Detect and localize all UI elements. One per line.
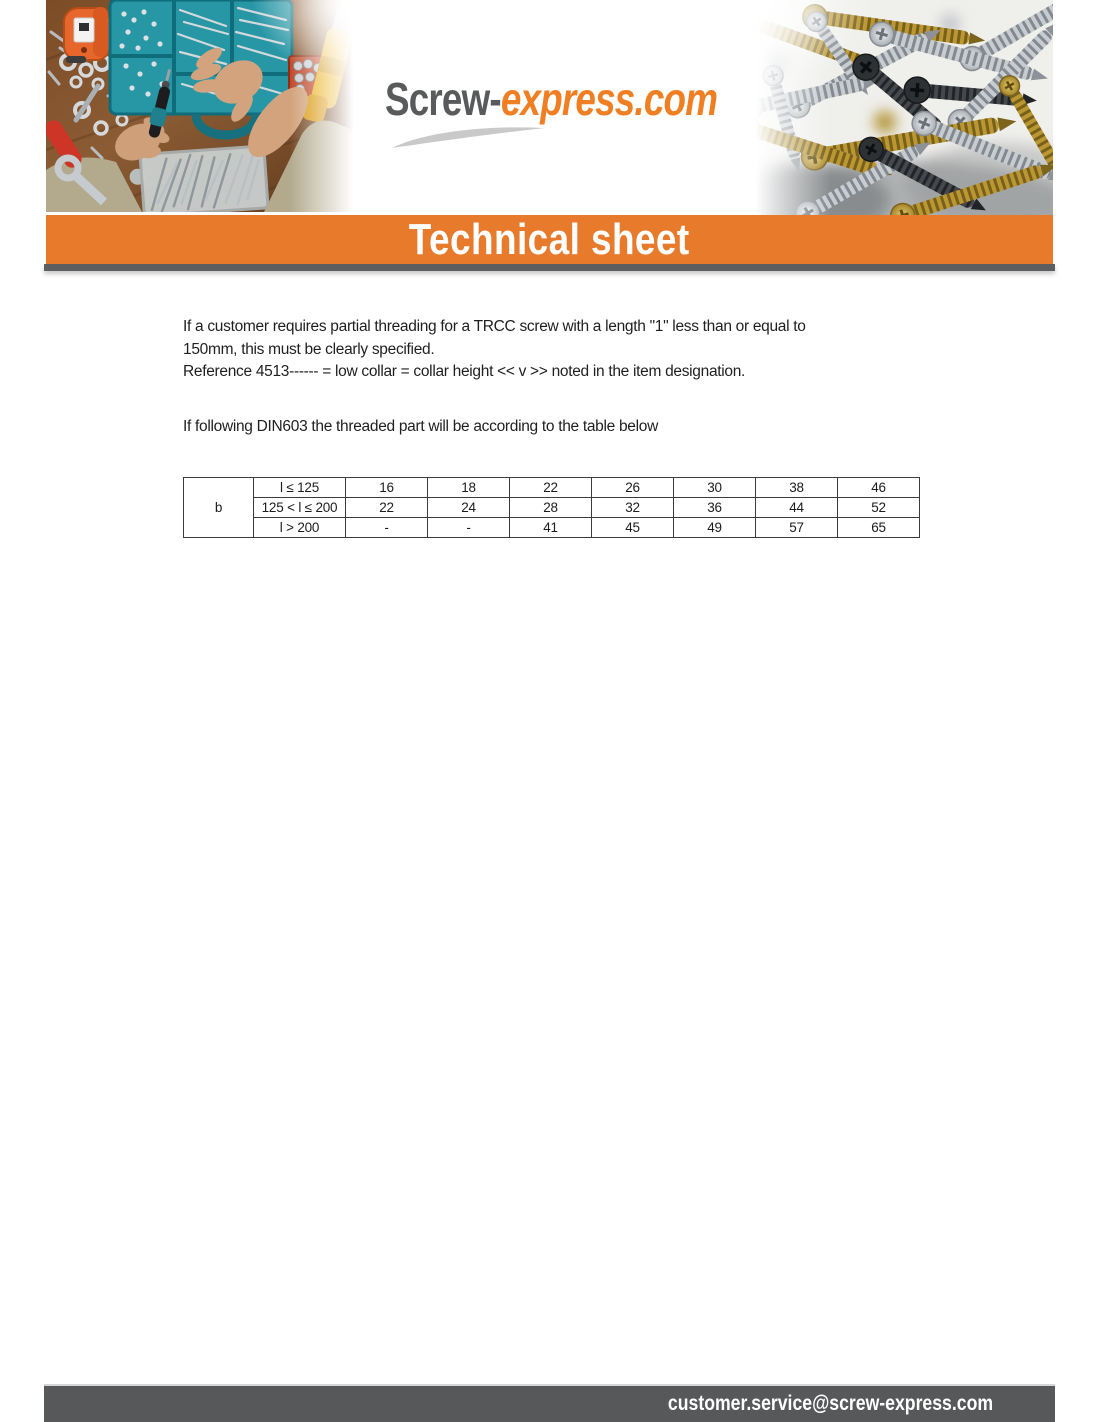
table-range-label: 125 < l ≤ 200: [254, 498, 346, 518]
table-row: [184, 498, 920, 518]
workbench-photo: [46, 0, 362, 212]
table-range-label: l ≤ 125: [254, 478, 346, 498]
table-value-cell: 22: [510, 478, 592, 498]
tape-measure: [64, 7, 110, 63]
table-range-label: l > 200: [254, 518, 346, 538]
table-value-cell: 57: [756, 518, 838, 538]
table-value-cell: 45: [592, 518, 674, 538]
intro-paragraph: [183, 316, 806, 384]
din603-threading-table: [183, 477, 920, 538]
table-value-cell: 41: [510, 518, 592, 538]
logo-swoosh-icon: [390, 124, 548, 152]
table-value-cell: 28: [510, 498, 592, 518]
photo-edge-fade: [290, 0, 362, 212]
table-value-cell: 26: [592, 478, 674, 498]
contact-email[interactable]: customer.service@screw-express.com: [667, 1392, 993, 1415]
table-value-cell: 49: [674, 518, 756, 538]
table-value-cell: 22: [346, 498, 428, 518]
title-banner: [46, 215, 1053, 264]
table-value-cell: 65: [838, 518, 920, 538]
table-value-cell: 44: [756, 498, 838, 518]
table-value-cell: 32: [592, 498, 674, 518]
table-value-cell: 38: [756, 478, 838, 498]
table-corner-cell: b: [184, 478, 254, 538]
table-row: [184, 478, 920, 498]
banner-divider: [44, 264, 1055, 271]
table-value-cell: 30: [674, 478, 756, 498]
table-value-cell: 18: [428, 478, 510, 498]
logo-text: [385, 72, 717, 126]
footer-bar: [44, 1384, 1055, 1422]
intro-line: If a customer requires partial threading for a TRCC screw with a length "1" less than or equal to: [183, 318, 806, 335]
intro-line: 150mm, this must be clearly specified.: [183, 340, 435, 358]
photo-edge-fade: [745, 0, 831, 216]
table-value-cell: 16: [346, 478, 428, 498]
logo-text-orange: express.com: [500, 73, 718, 125]
intro-line: Reference 4513------ = low collar = collar height << v >> noted in the item designation.: [183, 363, 746, 380]
din-note: If following DIN603 the threaded part will be according to the table below: [183, 418, 658, 435]
page-title: Technical sheet: [409, 214, 690, 264]
table-row: [184, 518, 920, 538]
table-value-cell: 52: [838, 498, 920, 518]
table-value-cell: -: [346, 518, 428, 538]
table-value-cell: 24: [428, 498, 510, 518]
brand-logo: [385, 72, 745, 162]
logo-text-gray: Screw-: [385, 73, 501, 125]
table-value-cell: -: [428, 518, 510, 538]
table-value-cell: 46: [838, 478, 920, 498]
screw-pile-photo: [745, 0, 1053, 216]
table-value-cell: 36: [674, 498, 756, 518]
